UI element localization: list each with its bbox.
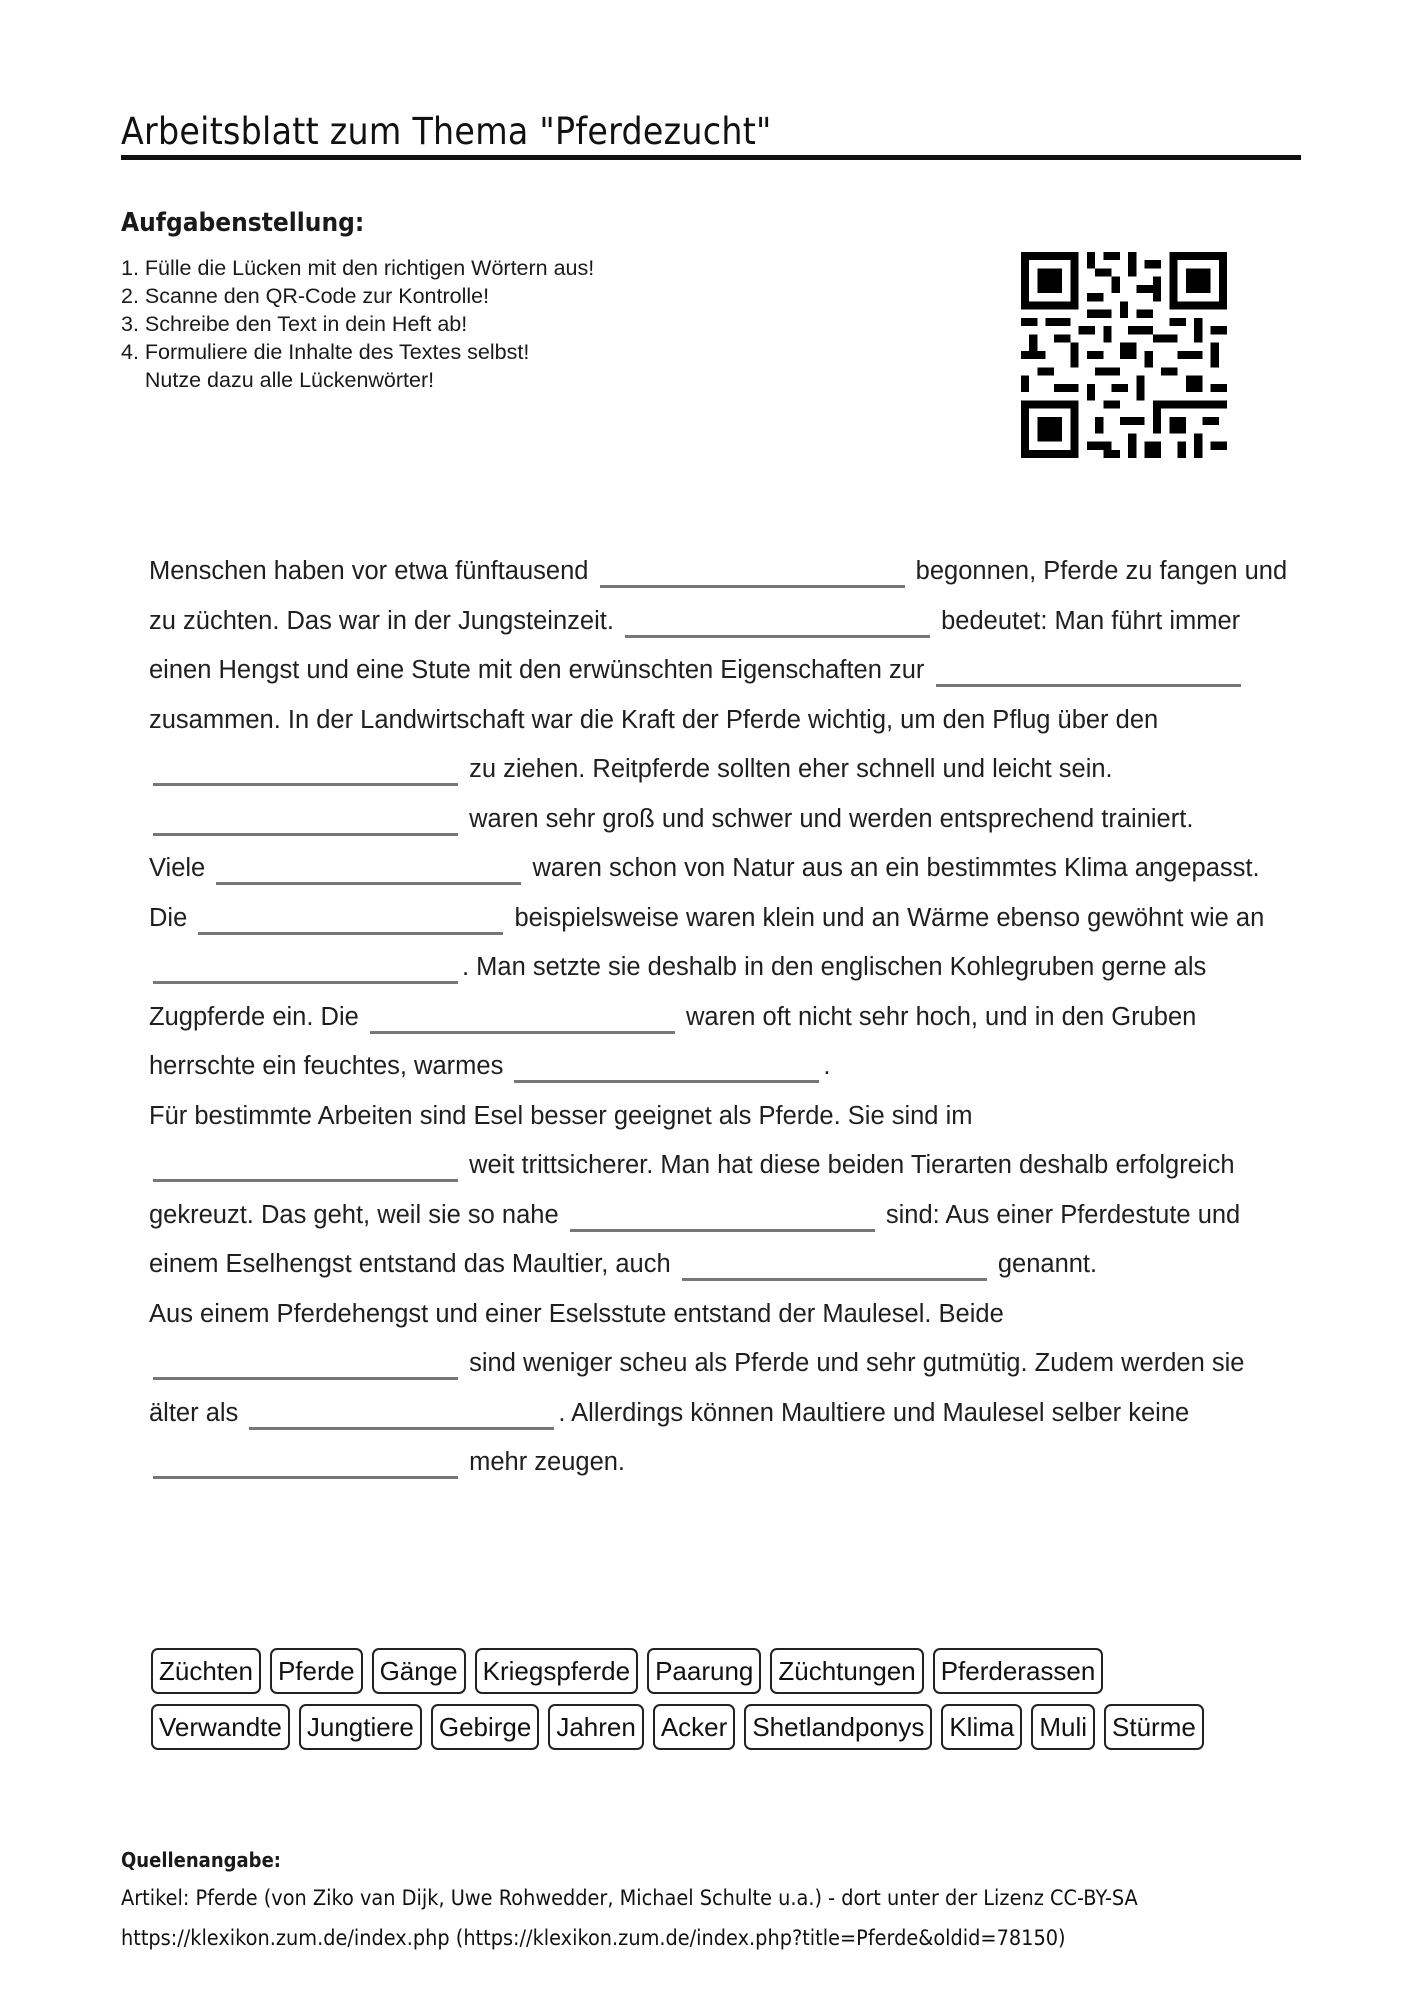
page-title: Arbeitsblatt zum Thema "Pferdezucht" [121, 110, 772, 153]
word-chip[interactable]: Shetlandponys [744, 1704, 932, 1750]
task-item: 3. Schreibe den Text in dein Heft ab! [121, 312, 468, 336]
cloze-paragraph [149, 844, 1289, 1092]
title-divider [121, 155, 1301, 160]
word-chip[interactable]: Pferde [270, 1648, 363, 1694]
cloze-text-segment: waren oft nicht sehr hoch, und in den Gruben herrschte ein feuchtes, warmes [149, 1002, 1197, 1080]
cloze-text-segment: Aus einem Pferdehengst und einer Eselsstute entstand der Maulesel. Beide [149, 1299, 1004, 1328]
task-list [121, 254, 594, 394]
cloze-text-segment: zu ziehen. Reitpferde sollten eher schnell und leicht sein. [469, 755, 1113, 783]
gap-blank[interactable] [153, 803, 458, 836]
word-chip[interactable]: Muli [1031, 1704, 1095, 1750]
cloze-text-segment: beispielsweise waren klein und an Wärme ebenso gewöhnt wie an [514, 903, 1265, 932]
gap-blank[interactable] [153, 1347, 458, 1380]
task-item: 4. Formuliere die Inhalte des Textes selbst! [121, 340, 530, 364]
source-citation: Artikel: Pferde (von Ziko van Dijk, Uwe Rohwedder, Michael Schulte u.a.) - dort unter der Lizenz CC-BY-SA [121, 1886, 1138, 1910]
word-chip[interactable]: Klima [941, 1704, 1022, 1750]
gap-blank[interactable] [370, 1001, 675, 1034]
gap-blank[interactable] [153, 1446, 458, 1479]
word-chip[interactable]: Jahren [548, 1704, 644, 1750]
word-chip[interactable]: Acker [653, 1704, 735, 1750]
gap-blank[interactable] [625, 605, 930, 638]
gap-blank[interactable] [936, 654, 1241, 687]
word-chip[interactable]: Züchten [151, 1648, 261, 1694]
gap-blank[interactable] [682, 1248, 987, 1281]
qr-code-icon[interactable] [1021, 252, 1227, 458]
gap-blank[interactable] [198, 902, 503, 935]
word-chip[interactable]: Verwandte [151, 1704, 290, 1750]
cloze-text-segment: begonnen, Pferde zu fangen und zu züchten. Das war in der Jungsteinzeit. [149, 557, 1288, 635]
cloze-text-segment: Menschen haben vor etwa fünftausend [149, 557, 589, 585]
cloze-text-segment: sind weniger scheu als Pferde und sehr gutmütig. Zudem werden sie älter als [149, 1349, 1245, 1427]
cloze-paragraph [149, 1092, 1289, 1290]
task-heading: Aufgabenstellung: [121, 208, 365, 238]
gap-blank[interactable] [153, 951, 458, 984]
word-chip[interactable]: Stürme [1104, 1704, 1204, 1750]
source-link[interactable]: https://klexikon.zum.de/index.php (https://klexikon.zum.de/index.php?title=Pferde&oldid=78150) [121, 1926, 1066, 1950]
word-chip[interactable]: Pferderassen [933, 1648, 1104, 1694]
cloze-paragraph [149, 1290, 1289, 1488]
word-chip[interactable]: Jungtiere [299, 1704, 422, 1750]
word-chip[interactable]: Kriegspferde [475, 1648, 638, 1694]
gap-blank[interactable] [216, 852, 521, 885]
task-item: Nutze dazu alle Lückenwörter! [121, 368, 435, 392]
cloze-text-segment: bedeutet: Man führt immer einen Hengst und eine Stute mit den erwünschten Eigenschaften zur [149, 606, 1241, 684]
cloze-text-segment: Für bestimmte Arbeiten sind Esel besser geeignet als Pferde. Sie sind im [149, 1101, 973, 1130]
task-item: 1. Fülle die Lücken mit den richtigen Wörtern aus! [121, 256, 595, 280]
cloze-text-segment: weit trittsicherer. Man hat diese beiden Tierarten deshalb erfolgreich gekreuzt. Das geht, weil sie so nahe [149, 1151, 1235, 1229]
gap-blank[interactable] [514, 1050, 819, 1083]
word-chip[interactable]: Paarung [647, 1648, 761, 1694]
word-chip[interactable]: Züchtungen [770, 1648, 923, 1694]
gap-blank[interactable] [153, 1149, 458, 1182]
word-chip[interactable]: Gänge [372, 1648, 466, 1694]
cloze-text-segment: sind: Aus einer Pferdestute und einem Eselhengst entstand das Maultier, auch [149, 1200, 1241, 1278]
cloze-text [149, 547, 1289, 1488]
cloze-text-segment: . [823, 1052, 831, 1080]
cloze-text-segment: waren sehr groß und schwer und werden entsprechend trainiert. [469, 804, 1194, 833]
gap-blank[interactable] [153, 753, 458, 786]
word-chip[interactable]: Gebirge [431, 1704, 540, 1750]
cloze-text-segment: Viele [149, 854, 206, 882]
cloze-text-segment: . Allerdings können Maultiere und Maulesel selber keine [558, 1398, 1190, 1427]
cloze-text-segment: genannt. [997, 1250, 1098, 1278]
task-item: 2. Scanne den QR-Code zur Kontrolle! [121, 284, 490, 308]
cloze-text-segment: mehr zeugen. [469, 1448, 626, 1476]
cloze-text-segment: . Man setzte sie deshalb in den englischen Kohlegruben gerne als Zugpferde ein. Die [149, 953, 1207, 1031]
gap-blank[interactable] [249, 1397, 554, 1430]
cloze-text-segment: waren schon von Natur aus an ein bestimmtes Klima angepasst. Die [149, 854, 1260, 932]
cloze-text-segment: zusammen. In der Landwirtschaft war die Kraft der Pferde wichtig, um den Pflug über den [149, 705, 1159, 734]
gap-blank[interactable] [570, 1199, 875, 1232]
source-heading: Quellenangabe: [121, 1848, 281, 1872]
gap-blank[interactable] [600, 555, 905, 588]
word-bank [151, 1648, 1211, 1750]
cloze-paragraph [149, 547, 1289, 844]
